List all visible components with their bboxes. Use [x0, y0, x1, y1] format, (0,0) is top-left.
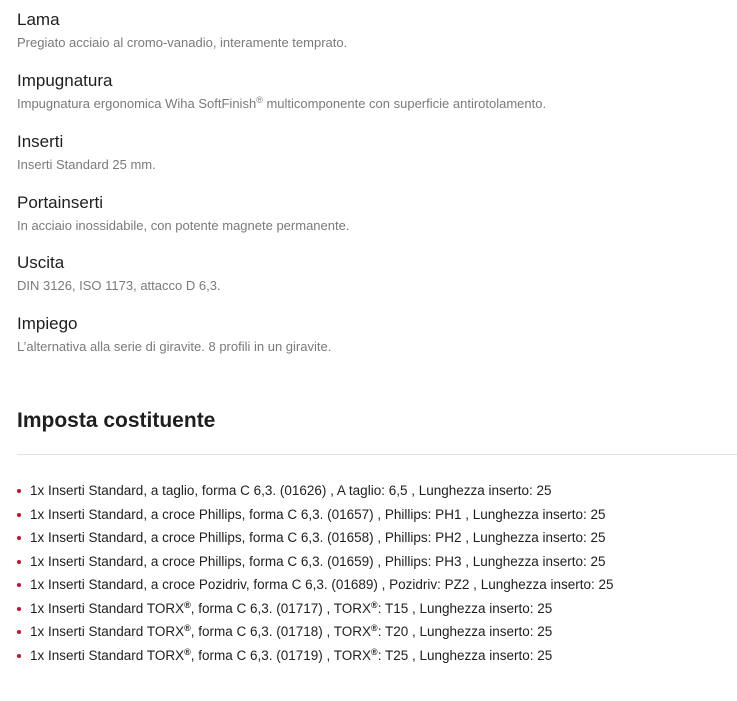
spec-title-lama: Lama [17, 10, 60, 29]
registered-mark: ® [184, 623, 191, 633]
list-item [17, 622, 614, 646]
list-item-text: 1x Inserti Standard, a croce Pozidriv, forma C 6,3. (01689) , Pozidriv: PZ2 , Lunghezza inserto: 25 [30, 577, 614, 592]
spec-desc-portainserti: In acciaio inossidabile, con potente magnete permanente. [17, 218, 350, 233]
list-item-text: 1x Inserti Standard, a croce Phillips, forma C 6,3. (01657) , Phillips: PH1 , Lunghezza inserto: 25 [30, 506, 606, 522]
section-divider [17, 454, 737, 455]
list-item [17, 575, 614, 599]
registered-mark: ® [256, 95, 263, 105]
spec-output [17, 253, 221, 294]
list-item-text-part: 1x Inserti Standard TORX [30, 647, 185, 663]
list-item-text-part: 1x Inserti Standard TORX [30, 600, 185, 616]
spec-title-inserti: Inserti [17, 132, 64, 151]
list-item [17, 646, 614, 670]
spec-title-uscita: Uscita [17, 253, 65, 272]
spec-desc-impugnatura-text-end: multicomponente con superficie antirotolamento. [262, 96, 547, 111]
section-title-set-contents: Imposta costituente [17, 409, 216, 432]
list-item [17, 481, 614, 505]
spec-title-impugnatura: Impugnatura [17, 71, 113, 90]
registered-mark: ® [371, 623, 378, 633]
list-item-text-part: , forma C 6,3. (01718) , TORX [190, 624, 372, 639]
list-item [17, 528, 614, 552]
spec-usage [17, 314, 331, 355]
list-item-text [30, 646, 552, 666]
list-item [17, 552, 614, 576]
bullet-icon [17, 560, 21, 564]
list-item-text-part: 1x Inserti Standard TORX [30, 624, 185, 639]
bullet-icon [17, 654, 21, 658]
spec-blade [17, 10, 347, 51]
list-item [17, 505, 614, 529]
registered-mark: ® [184, 646, 191, 657]
spec-desc-impugnatura-text: Impugnatura ergonomica Wiha SoftFinish [17, 96, 257, 111]
spec-desc-lama: Pregiato acciaio al cromo-vanadio, interamente temprato. [17, 35, 348, 50]
list-item-text-part: , forma C 6,3. (01717) , TORX [190, 600, 372, 616]
list-item-text [30, 622, 552, 642]
list-item [17, 599, 614, 623]
bullet-icon [17, 607, 21, 611]
bullet-icon [17, 583, 21, 587]
bullet-icon [17, 489, 21, 493]
list-item-text: 1x Inserti Standard, a croce Phillips, forma C 6,3. (01658) , Phillips: PH2 , Lunghezza inserto: 25 [30, 530, 606, 545]
registered-mark: ® [371, 646, 378, 657]
spec-title-impiego: Impiego [17, 314, 78, 333]
list-item-text-part: : T25 , Lunghezza inserto: 25 [377, 647, 553, 663]
list-item-text-part: , forma C 6,3. (01719) , TORX [190, 647, 372, 663]
list-item-text-part: : T20 , Lunghezza inserto: 25 [377, 624, 553, 639]
spec-bit-holder [17, 193, 349, 234]
bullet-icon [17, 630, 21, 634]
list-item-text: 1x Inserti Standard, a croce Phillips, forma C 6,3. (01659) , Phillips: PH3 , Lunghezza inserto: 25 [30, 553, 606, 569]
spec-desc-impugnatura [17, 96, 546, 112]
list-item-text [30, 599, 552, 619]
set-contents-list [17, 481, 614, 669]
spec-bits [17, 132, 156, 173]
spec-title-portainserti: Portainserti [17, 193, 103, 212]
bullet-icon [17, 513, 21, 517]
spec-desc-inserti: Inserti Standard 25 mm. [17, 157, 156, 172]
registered-mark: ® [371, 599, 378, 610]
spec-desc-uscita: DIN 3126, ISO 1173, attacco D 6,3. [17, 278, 221, 293]
list-item-text: 1x Inserti Standard, a taglio, forma C 6,3. (01626) , A taglio: 6,5 , Lunghezza inserto: 25 [30, 483, 552, 498]
bullet-icon [17, 536, 21, 540]
spec-desc-impiego: L’alternativa alla serie di giravite. 8 profili in un giravite. [17, 339, 332, 354]
spec-handle [17, 71, 546, 112]
registered-mark: ® [184, 599, 191, 610]
list-item-text-part: : T15 , Lunghezza inserto: 25 [377, 600, 553, 616]
